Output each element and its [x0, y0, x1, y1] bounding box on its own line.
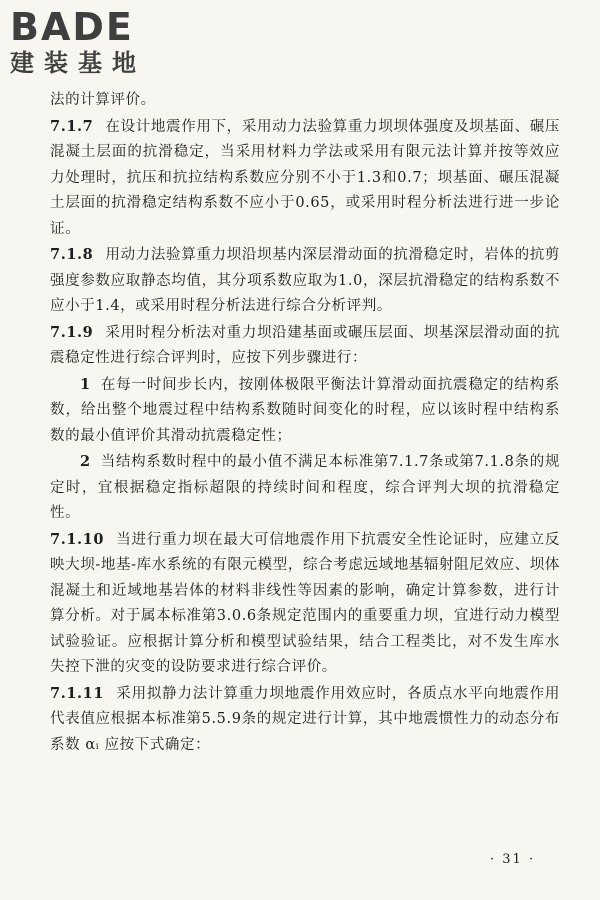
clause-text: 采用拟静力法计算重力坝地震作用效应时，各质点水平向地震作用代表值应根据本标准第5.5.9条的规定进行计算，其中地震惯性力的动态分布系数 αᵢ 应按下式确定：: [50, 685, 560, 753]
item-number: 1: [80, 375, 91, 393]
clause-number: 7.1.7: [50, 117, 94, 135]
document-body: [50, 88, 560, 758]
clause-number: 7.1.8: [50, 246, 94, 263]
clause-text: 用动力法验算重力坝沿坝基内深层滑动面的抗滑稳定时，岩体的抗剪强度参数应取静态均值，其分项系数应取为1.0，深层抗滑稳定的结构系数不应小于1.4，或采用时程分析法进行综合分析评判。: [50, 247, 560, 314]
clause-text: 采用时程分析法对重力坝沿建基面或碾压层面、坝基深层滑动面的抗震稳定性进行综合评判时，应按下列步骤进行：: [50, 324, 560, 366]
list-item-1: [50, 372, 560, 450]
clause-text: 在设计地震作用下，采用动力法验算重力坝坝体强度及坝基面、碾压混凝土层面的抗滑稳定，当采用材料力学法或采用有限元法计算并按等效应力处理时，抗压和抗拉结构系数应分别不小于1.3和0.7；坝基面、碾压混凝土层面的抗滑稳定结构系数不应小于0.65，或采用时程分析法进行进一步论证。: [50, 118, 560, 237]
paragraph-text: 法的计算评价。: [50, 92, 156, 108]
item-text: 当结构系数时程中的最小值不满足本标准第7.1.7条或第7.1.8条的规定时，宜根据稳定指标超限的持续时间和程度，综合评判大坝的抗滑稳定性。: [50, 454, 560, 521]
item-number: 2: [80, 453, 91, 470]
clause-number: 7.1.9: [50, 323, 94, 341]
clause-7-1-10: [50, 527, 560, 681]
clause-7-1-9: [50, 320, 560, 372]
clause-text: 当进行重力坝在最大可信地震作用下抗震安全性论证时，应建立反映大坝-地基-库水系统的有限元模型，综合考虑远域地基辐射阻尼效应、坝体混凝土和近域地基岩体的材料非线性等因素的影响，确定计算参数，进行计算分析。对于属本标准第3.0.6条规定范围内的重要重力坝，宜进行动力模型试验验证。应根据计算分析和模型试验结果，结合工程类比，对不发生库水失控下泄的灾变的设防要求进行综合评价。: [50, 531, 560, 675]
paragraph-continuation: [50, 88, 560, 114]
page-number: · 31 ·: [490, 852, 536, 867]
clause-7-1-11: [50, 681, 560, 759]
list-item-2: [50, 449, 560, 527]
clause-7-1-8: [50, 242, 560, 320]
clause-7-1-7: [50, 114, 560, 243]
clause-number: 7.1.11: [50, 684, 105, 702]
logo-subtitle: 建装基地: [10, 49, 146, 77]
bade-logo: [10, 6, 175, 86]
clause-number: 7.1.10: [50, 530, 105, 548]
logo-wordmark: BADE: [10, 5, 134, 49]
item-text: 在每一时间步长内，按刚体极限平衡法计算滑动面抗震稳定的结构系数，给出整个地震过程中结构系数随时间变化的时程，应以该时程中结构系数的最小值评价其滑动抗震稳定性；: [50, 376, 560, 444]
